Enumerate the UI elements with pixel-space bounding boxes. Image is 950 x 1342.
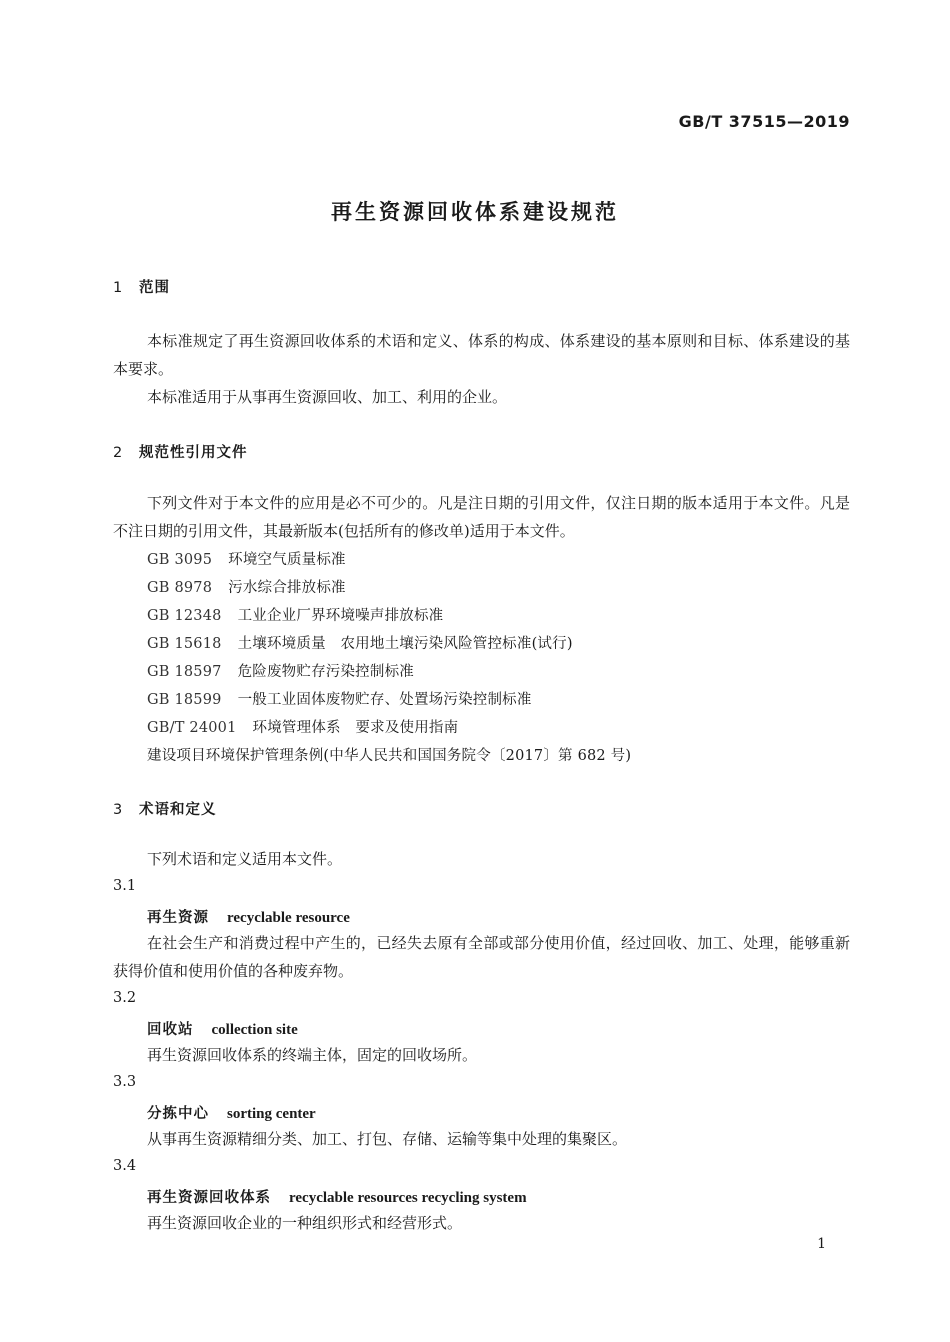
section-title: 术语和定义	[139, 802, 217, 818]
term-chinese: 再生资源回收体系	[147, 1190, 271, 1206]
section-title: 范围	[139, 280, 170, 296]
document-title: 再生资源回收体系建设规范	[331, 200, 619, 224]
scope-paragraph: 本标准规定了再生资源回收体系的术语和定义、体系的构成、体系建设的基本原则和目标、体系建设的基本要求。	[113, 332, 850, 378]
term-name	[147, 906, 350, 927]
page-number: 1	[817, 1236, 826, 1252]
term-name	[147, 1102, 316, 1123]
reference-title: 环境管理体系 要求及使用指南	[252, 720, 459, 736]
term-chinese: 回收站	[147, 1022, 194, 1038]
term-definition: 再生资源回收体系的终端主体，固定的回收场所。	[147, 1046, 478, 1064]
term-name	[147, 1186, 527, 1207]
reference-code: GB 3095	[147, 552, 213, 568]
section-number: 1	[113, 280, 124, 296]
term-english: recyclable resource	[227, 910, 350, 926]
term-definition: 从事再生资源精细分类、加工、打包、存储、运输等集中处理的集聚区。	[147, 1130, 628, 1148]
reference-title: 工业企业厂界环境噪声排放标准	[237, 608, 444, 624]
term-chinese: 分拣中心	[147, 1106, 209, 1122]
term-number: 3.4	[113, 1158, 137, 1174]
reference-code: GB 12348	[147, 608, 222, 624]
references-intro: 下列文件对于本文件的应用是必不可少的。凡是注日期的引用文件，仅注日期的版本适用于本文件。凡是不注日期的引用文件，其最新版本(包括所有的修改单)适用于本文件。	[113, 494, 850, 540]
section-title: 规范性引用文件	[139, 445, 248, 461]
reference-item	[147, 632, 573, 653]
section-number: 3	[113, 802, 124, 818]
section-heading-references	[113, 441, 248, 462]
reference-code: GB 8978	[147, 580, 213, 596]
reference-item	[147, 604, 443, 625]
standard-code: GB/T 37515—2019	[678, 112, 850, 131]
reference-code: GB 18597	[147, 664, 222, 680]
term-definition: 在社会生产和消费过程中产生的，已经失去原有全部或部分使用价值，经过回收、加工、处理，能够重新获得价值和使用价值的各种废弃物。	[113, 934, 850, 980]
terms-intro: 下列术语和定义适用本文件。	[147, 850, 343, 868]
section-heading-scope	[113, 276, 170, 297]
term-number: 3.3	[113, 1074, 137, 1090]
term-english: recyclable resources recycling system	[289, 1190, 527, 1206]
scope-paragraph: 本标准适用于从事再生资源回收、加工、利用的企业。	[147, 388, 508, 406]
reference-item	[147, 716, 458, 737]
reference-title: 危险废物贮存污染控制标准	[237, 664, 414, 680]
term-chinese: 再生资源	[147, 910, 209, 926]
reference-item	[147, 576, 346, 597]
section-heading-terms	[113, 798, 217, 819]
term-english: sorting center	[227, 1106, 316, 1122]
reference-item	[147, 548, 346, 569]
reference-regulation: 建设项目环境保护管理条例(中华人民共和国国务院令〔2017〕第 682 号)	[147, 748, 632, 764]
section-number: 2	[113, 445, 124, 461]
reference-title: 污水综合排放标准	[228, 580, 346, 596]
term-number: 3.2	[113, 990, 137, 1006]
reference-item	[147, 688, 532, 709]
reference-title: 土壤环境质量 农用地土壤污染风险管控标准(试行)	[237, 636, 573, 652]
reference-title: 环境空气质量标准	[228, 552, 346, 568]
reference-item	[147, 660, 414, 681]
reference-code: GB/T 24001	[147, 720, 237, 736]
term-number: 3.1	[113, 878, 137, 894]
reference-title: 一般工业固体废物贮存、处置场污染控制标准	[237, 692, 532, 708]
reference-code: GB 18599	[147, 692, 222, 708]
term-english: collection site	[211, 1022, 298, 1038]
reference-code: GB 15618	[147, 636, 222, 652]
term-definition: 再生资源回收企业的一种组织形式和经营形式。	[147, 1214, 463, 1232]
term-name	[147, 1018, 298, 1039]
